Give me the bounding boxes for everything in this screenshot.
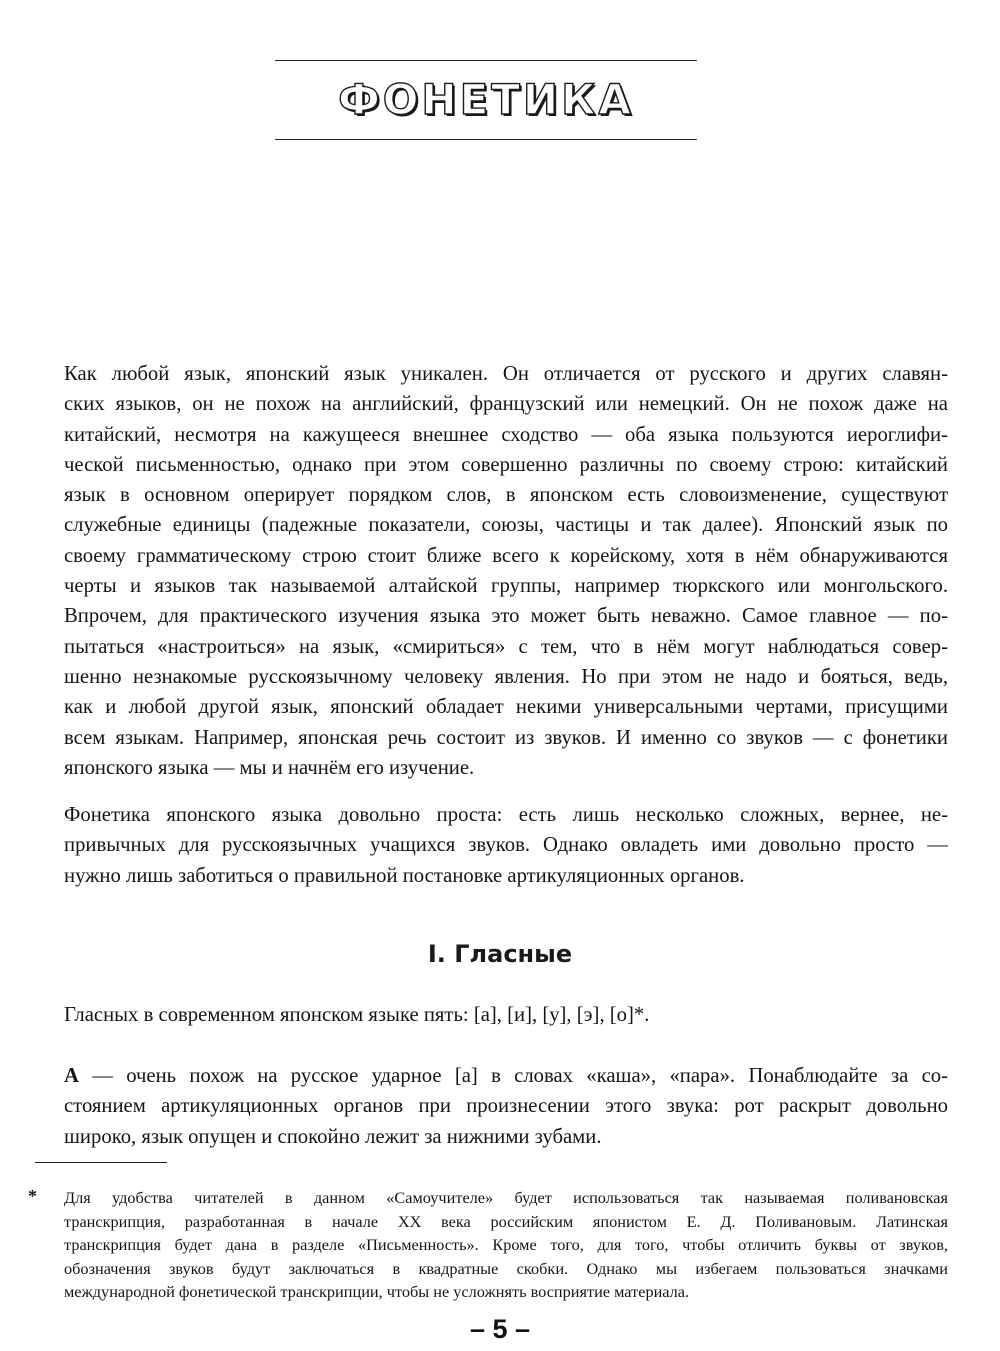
intro-paragraph-1 [64, 359, 948, 783]
footnote-line: обозначения звуков будут заключаться в квадратные скобки. Однако мы избегаем пользоваться значками [64, 1258, 948, 1278]
title-rule-bottom [275, 139, 697, 140]
footnote-marker: * [28, 1186, 37, 1206]
text-line: ческой письменностью, однако при этом совершенно различны по своему строю: китайский [64, 453, 948, 476]
text-line: Фонетика японского языка довольно проста: есть лишь несколько сложных, вернее, не- [64, 804, 948, 826]
text-line: стоянием артикуляционных органов при произнесении этого звука: рот раскрыт довольно [64, 1095, 948, 1118]
footnote-line: международной фонетической транскрипции, чтобы не усложнять восприятие материала. [64, 1282, 690, 1301]
text-line: язык в основном оперирует порядком слов, в японском есть словоизменение, существуют [64, 484, 948, 507]
text-line: привычных для русскоязычных учащихся звуков. Однако овладеть ими довольно просто — [64, 834, 948, 857]
chapter-title: ФОНЕТИКА [338, 75, 634, 124]
text-line: служебные единицы (падежные показатели, союзы, частицы и так далее). Японский язык по [64, 514, 948, 537]
page-number: – 5 – [469, 1314, 531, 1344]
text-line: китайский, несмотря на кажущееся внешнее сходство — оба языка пользуются иероглифи- [64, 423, 948, 446]
text-line: Впрочем, для практического изучения языка это может быть неважно. Самое главное — по- [64, 605, 948, 628]
text-line [64, 1061, 948, 1091]
text-line: Гласных в современном японском языке пять: [а], [и], [у], [э], [о]*. [64, 1004, 650, 1026]
text-line: своему грамматическому строю стоит ближе всего к корейскому, хотя в нём обнаруживаются [64, 544, 948, 567]
vowels-paragraph [64, 1000, 948, 1030]
text-line: как и любой другой язык, японский обладает некими универсальными чертами, присущими [64, 696, 948, 719]
footnote-line: транскрипция будет дана в разделе «Письменность». Кроме того, для того, чтобы отличить буквы от звуков, [64, 1235, 948, 1254]
text-line: Как любой язык, японский язык уникален. Он отличается от русского и других славян- [64, 363, 948, 385]
vowel-a-paragraph [64, 1061, 948, 1152]
text-line: пытаться «настроиться» на язык, «смириться» с тем, что в нём могут наблюдаться совер- [64, 635, 948, 658]
text-line: ских языков, он не похож на английский, французский или немецкий. Он не похож даже на [64, 393, 948, 416]
title-rule-top [275, 60, 697, 61]
text-line: широко, язык опущен и спокойно лежит за нижними зубами. [64, 1125, 602, 1148]
footnote-line: Для удобства читателей в данном «Самоучителе» будет использоваться так называемая поливановская [64, 1188, 948, 1207]
footnote-rule [35, 1162, 167, 1163]
text-line: шенно незнакомые русскоязычному человеку явления. Но при этом не надо и бояться, ведь, [64, 665, 948, 688]
footnote-line: транскрипция, разработанная в начале XX века российским японистом Е. Д. Поливановым. Латинская [64, 1211, 948, 1231]
vowel-letter-a: А [64, 1065, 79, 1087]
section-heading: I. Гласные [427, 940, 573, 968]
intro-paragraph-2 [64, 800, 948, 891]
text-line: черты и языков так называемой алтайской группы, например тюркского или монгольского. [64, 575, 948, 598]
text-line: всем языкам. Например, японская речь состоит из звуков. И именно со звуков — с фонетики [64, 726, 948, 749]
text-line: нужно лишь заботиться о правильной постановке артикуляционных органов. [64, 864, 745, 887]
footnote [64, 1186, 948, 1304]
text-line: японского языка — мы и начнём его изучение. [64, 756, 475, 779]
vowel-a-description: — очень похож на русское ударное [а] в словах «каша», «пара». Понаблюдайте за со- [78, 1065, 948, 1087]
